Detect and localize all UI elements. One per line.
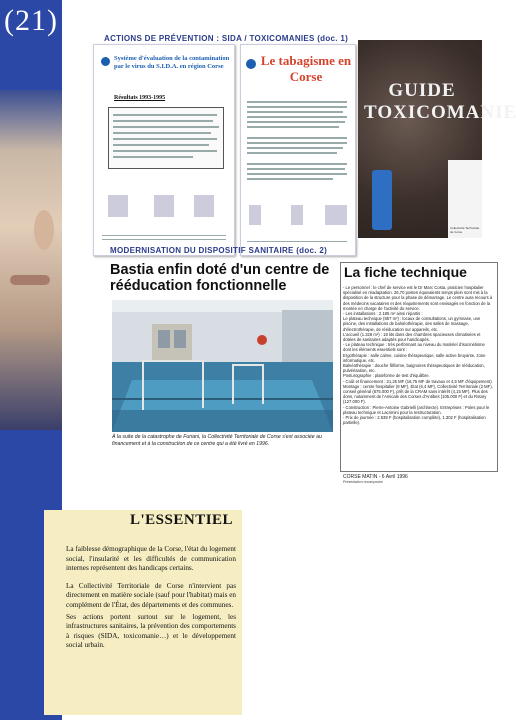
brochure-text-frame [108, 107, 224, 169]
guide-title-line2: TOXICOMANIE [364, 102, 517, 123]
brochure-sida-title: Système d'évaluation de la contamination par le virus du S.I.D.A. en région Corse [114, 55, 230, 70]
portrait-photo [0, 90, 62, 430]
fiche-item: - Prix de journée : 2.539 F (hospitalisation complète), 1.302 F (hospitalisation partielle). [343, 415, 486, 426]
essentiel-paragraph: La Collectivité Territoriale de Corse n'intervient pas directement en matière sociale (sauf pour l'habitat) mais en complément de l'État, des départements et des communes. [66, 581, 236, 609]
essentiel-paragraph: La faiblesse démographique de la Corse, l'état du logement social, l'insularité et les difficultés de communication internes représentent des handicaps certains. [66, 545, 236, 573]
brochure-sida-subtitle: Résultats 1993-1995 [114, 95, 166, 101]
logo-icon [154, 195, 174, 217]
essentiel-paragraph: Ses actions portent surtout sur le logement, les infrastructures sanitaires, la prévention des comportements à risques (SIDA, toxicomanie…) et le développement social urbain. [66, 612, 236, 650]
logo-icon [291, 205, 303, 225]
brochure-tabagisme [240, 44, 356, 256]
section-heading-modernisation: MODERNISATION DU DISPOSITIF SANITAIRE (doc. 2) [110, 246, 328, 255]
fiche-item: - Les installations : 2.185 m² ainsi répartis : [343, 311, 423, 317]
guide-panel-text: Collectivité Territoriale de Corse [450, 226, 480, 234]
fiche-item: Posturographie : plateforme de test d'équilibre. [343, 373, 430, 379]
fiche-item: Balnéothérapie : douche filiforme, baignoires thérapeutiques de rééducation, pulvérisation, etc. [343, 363, 485, 374]
essentiel-title: L'ESSENTIEL [130, 512, 234, 528]
article-title: Bastia enfin doté d'un centre de rééducation fonctionnelle [110, 262, 330, 294]
fiche-technique-title: La fiche technique [344, 264, 467, 280]
article-photo [112, 300, 333, 432]
guide-toxicomanie-cover [358, 40, 517, 238]
fiche-item: - Construction : Pierre-Antoine Gabrielli (architecte). Entreprises : Poles pour le plateau technique et Lacrimini pour la restructuration. [343, 404, 490, 415]
guide-title-line1: GUIDE [388, 80, 456, 101]
source-citation: CORSE MATIN - 6 Avril 1996 [343, 474, 408, 480]
fiche-item: Ergothérapie : salle calme, cuisine thérapeutique, salle active bruyante, zone informatique, etc. [343, 352, 486, 363]
logo-icon [325, 205, 347, 225]
fiche-item: - Coût et financement : 21,25 MF (16,75 MF de travaux et 4,5 MF d'équipement). Montage : centre hospitalier (8 MF), État (6,4 MF), Collectivité Territoriale (2 MF), conseil général (675.000 F), prêt de la CRAM sans intérêt (4,15 MF). Plus des dons, notamment de l'Amicale des Corses d'Antibes (105.000 F) et du Rotary (127.000 F). [343, 378, 493, 405]
guide-title [364, 80, 517, 124]
pool-illustration [112, 300, 333, 432]
fiche-item: - Le plateau technique : très performant au niveau du matériel d'isocinétisme dont les éléments essentiels sont : [343, 342, 485, 353]
article-caption: À la suite de la catastrophe de Furiani, la Collectivité Territoriale de Corse s'est associée au financement et à la construction de ce centre qui a été livré en 1996. [112, 434, 322, 447]
brochure-logo-icon [101, 57, 110, 66]
logo-icon [249, 205, 261, 225]
guide-panel [448, 160, 482, 238]
guide-emblem-icon [372, 170, 392, 230]
brochure-tabagisme-title: Le tabagisme en Corse [260, 53, 352, 84]
section-heading-prevention: ACTIONS DE PRÉVENTION : SIDA / TOXICOMANIES (doc. 1) [104, 34, 349, 43]
fiche-item: Le plateau technique (857 m²) : locaux de consultations, un gymnase, une piscine, des installations de balnéothérapie, des salles de massage, d'électrothérapie, de rééducation sur appareils, etc. [343, 316, 481, 332]
brochure-sida [93, 44, 235, 256]
essentiel-body [66, 545, 236, 659]
fiche-item: - Le personnel : le chef de service est le Dr Marc Costa, praticien hospitalier spécialisé en réadaptation. 26,70 postes équivalents temps plein sont mis à la disposition de la structure pour la phase de démarrage. Le centre aura recours à des médecins vacataires et des réajustements sont envisagés en fonction de la montée en charge de l'activité du service. [343, 285, 493, 311]
source-note: Présentation recomposée [343, 480, 383, 484]
fiche-item: L'accueil (1.328 m²) : 18 lits dans des chambres spacieuses climatisées et dotées de sanitaires adaptés pour handicapés. [343, 331, 481, 343]
logo-icon [194, 195, 214, 217]
brochure-logo-icon [246, 59, 256, 69]
page-number: (21) [4, 4, 58, 37]
fiche-technique-body [343, 285, 493, 467]
logo-icon [108, 195, 128, 217]
